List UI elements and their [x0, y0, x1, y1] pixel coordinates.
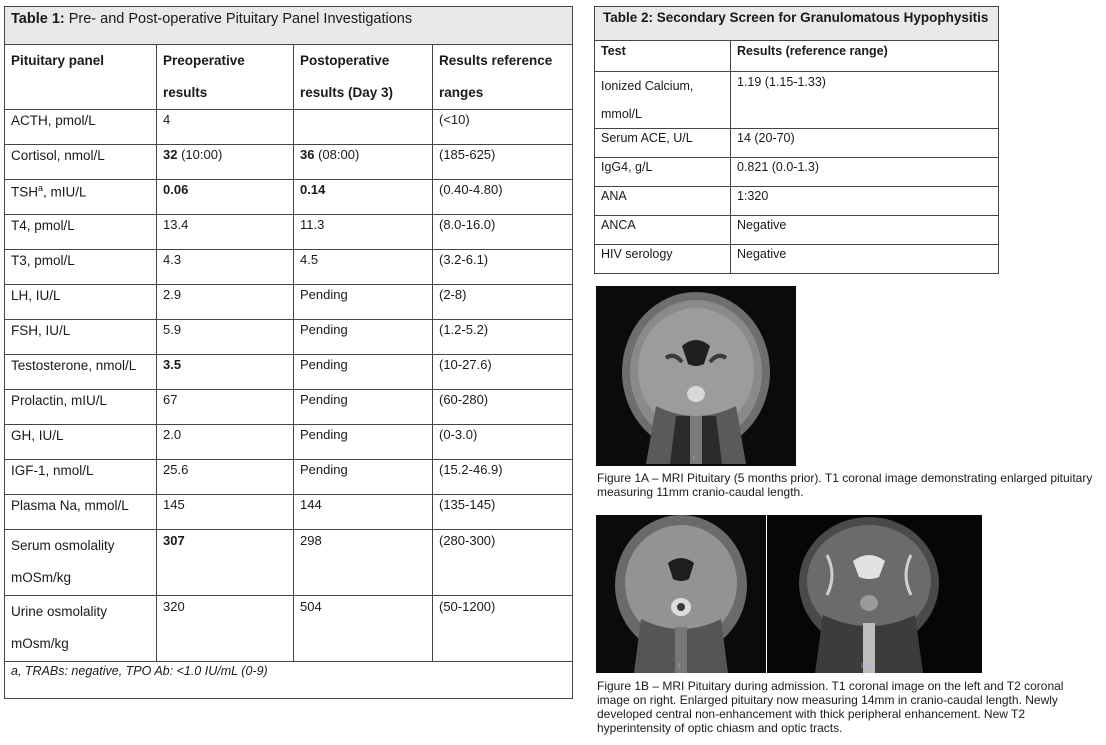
- preoperative-value-cell: [157, 250, 294, 285]
- preoperative-value-cell: [157, 425, 294, 460]
- preoperative-value: 4: [163, 112, 171, 127]
- postoperative-value-cell: [294, 460, 433, 495]
- postoperative-value-cell: [294, 530, 433, 596]
- postoperative-value: 298: [300, 533, 322, 548]
- panel-name: FSH, IU/L: [5, 320, 157, 355]
- preoperative-value-cell: [157, 215, 294, 250]
- preoperative-value-cell: [157, 145, 294, 180]
- figure-1a-caption: Figure 1A – MRI Pituitary (5 months prior). T1 coronal image demonstrating enlarged pituitary measuring 11mm cranio-caudal length.: [597, 471, 1093, 499]
- reference-range: (3.2-6.1): [433, 250, 573, 285]
- test-result: Negative: [731, 245, 999, 274]
- preoperative-value: 67: [163, 392, 178, 407]
- reference-range: (280-300): [433, 530, 573, 596]
- panel-name-cell: [5, 180, 157, 215]
- postoperative-value-cell: [294, 596, 433, 662]
- panel-name: Serum osmolality mOSm/kg: [5, 530, 157, 596]
- table-1-row: [5, 355, 573, 390]
- figure-1b-right-image-label: IP: [861, 663, 868, 670]
- postoperative-value-cell: [294, 355, 433, 390]
- table-1-row: [5, 215, 573, 250]
- mri-figure-1b-t1-image: [596, 515, 766, 673]
- table-2-body: [595, 72, 999, 274]
- preoperative-value-cell: [157, 285, 294, 320]
- postoperative-value-cell: [294, 285, 433, 320]
- postoperative-value: (08:00): [314, 147, 360, 162]
- mri-coronal-t1-admission-illustration: [596, 515, 766, 673]
- table-1-row: [5, 145, 573, 180]
- table-1-row: [5, 390, 573, 425]
- table-1-caption-prefix: Table 1:: [11, 11, 65, 27]
- figure-1a-image-label: I: [693, 456, 695, 463]
- postoperative-value: 504: [300, 599, 322, 614]
- header-pituitary-panel: Pituitary panel: [5, 45, 157, 110]
- table-1-caption-text: Pre- and Post-operative Pituitary Panel Investigations: [64, 11, 413, 27]
- table-1-row: [5, 530, 573, 596]
- preoperative-value-cell: [157, 596, 294, 662]
- reference-range: (<10): [433, 110, 573, 145]
- header-test: Test: [595, 41, 731, 72]
- table-2-row: [595, 216, 999, 245]
- figure-1b-caption: Figure 1B – MRI Pituitary during admission. T1 coronal image on the left and T2 coronal image on right. Enlarged pituitary now measuring 14mm in cranio-caudal length. Newly developed central non-enhancement with thick peripheral enhancement. New T2 hyperintensity of optic chiasm and optic tracts.: [597, 679, 1064, 735]
- table-1-footnote: a, TRABs: negative, TPO Ab: <1.0 IU/mL (0-9): [5, 662, 573, 699]
- panel-name: ACTH, pmol/L: [5, 110, 157, 145]
- postoperative-value: Pending: [300, 357, 348, 372]
- panel-name: Plasma Na, mmol/L: [5, 495, 157, 530]
- reference-range: (2-8): [433, 285, 573, 320]
- test-result: 1:320: [731, 187, 999, 216]
- header-results: Results (reference range): [731, 41, 999, 72]
- panel-name: Cortisol, nmol/L: [5, 145, 157, 180]
- postoperative-value-cell: [294, 495, 433, 530]
- preoperative-value: 4.3: [163, 252, 182, 267]
- postoperative-value: Pending: [300, 322, 348, 337]
- table-1-row: [5, 180, 573, 215]
- table-1-row: [5, 495, 573, 530]
- panel-name-unit: , mIU/L: [43, 184, 87, 200]
- reference-range: (8.0-16.0): [433, 215, 573, 250]
- reference-range: (0-3.0): [433, 425, 573, 460]
- preoperative-value: 320: [163, 599, 185, 614]
- postoperative-value-cell: [294, 180, 433, 215]
- table-1-row: [5, 460, 573, 495]
- preoperative-value: 13.4: [163, 217, 189, 232]
- postoperative-value: Pending: [300, 392, 348, 407]
- table-2-row: [595, 72, 999, 129]
- table-2: [594, 6, 999, 274]
- table-1-row: [5, 285, 573, 320]
- postoperative-value-cell: [294, 320, 433, 355]
- table-1-header-row: [5, 45, 573, 110]
- reference-range: (185-625): [433, 145, 573, 180]
- table-1: [4, 6, 573, 699]
- panel-name: TSH: [11, 184, 38, 200]
- postoperative-abnormal-value: 0.14: [300, 182, 326, 197]
- panel-name-footnote-marker: a: [38, 183, 44, 193]
- mri-figure-1b-t2-image: [767, 515, 982, 673]
- header-preoperative: Preoperative results: [157, 45, 294, 110]
- test-name: Serum ACE, U/L: [595, 129, 731, 158]
- reference-range: (135-145): [433, 495, 573, 530]
- preoperative-value-cell: [157, 460, 294, 495]
- postoperative-value-cell: [294, 145, 433, 180]
- header-postoperative: Postoperative results (Day 3): [294, 45, 433, 110]
- preoperative-abnormal-value: 0.06: [163, 182, 189, 197]
- mri-figure-1a-image: [596, 286, 796, 466]
- test-name: ANCA: [595, 216, 731, 245]
- reference-range: (10-27.6): [433, 355, 573, 390]
- test-result: Negative: [731, 216, 999, 245]
- table-1-row: [5, 250, 573, 285]
- preoperative-value: 2.0: [163, 427, 182, 442]
- panel-name: Testosterone, nmol/L: [5, 355, 157, 390]
- table-1-row: [5, 596, 573, 662]
- preoperative-value-cell: [157, 180, 294, 215]
- preoperative-value-cell: [157, 110, 294, 145]
- postoperative-abnormal-value: 36: [300, 147, 315, 162]
- table-1-row: [5, 320, 573, 355]
- reference-range: (0.40-4.80): [433, 180, 573, 215]
- header-reference-ranges: Results reference ranges: [433, 45, 573, 110]
- preoperative-value-cell: [157, 495, 294, 530]
- preoperative-value: 25.6: [163, 462, 189, 477]
- test-name: IgG4, g/L: [595, 158, 731, 187]
- table-1-row: [5, 110, 573, 145]
- reference-range: (60-280): [433, 390, 573, 425]
- table-1-row: [5, 425, 573, 460]
- table-2-row: [595, 129, 999, 158]
- postoperative-value: Pending: [300, 462, 348, 477]
- table-2-row: [595, 158, 999, 187]
- mri-coronal-t2-admission-illustration: [767, 515, 982, 673]
- panel-name: GH, IU/L: [5, 425, 157, 460]
- table-2-header-row: [595, 41, 999, 72]
- postoperative-value-cell: [294, 390, 433, 425]
- postoperative-value: Pending: [300, 287, 348, 302]
- preoperative-abnormal-value: 3.5: [163, 357, 182, 372]
- panel-name: T4, pmol/L: [5, 215, 157, 250]
- reference-range: (15.2-46.9): [433, 460, 573, 495]
- test-result: 14 (20-70): [731, 129, 999, 158]
- preoperative-value-cell: [157, 320, 294, 355]
- table-1-caption: [5, 7, 573, 45]
- table-1-body: [5, 110, 573, 662]
- test-name: Ionized Calcium, mmol/L: [595, 72, 731, 129]
- preoperative-abnormal-value: 32: [163, 147, 178, 162]
- preoperative-value: (10:00): [177, 147, 223, 162]
- postoperative-value-cell: [294, 110, 433, 145]
- postoperative-value: Pending: [300, 427, 348, 442]
- reference-range: (50-1200): [433, 596, 573, 662]
- postoperative-value-cell: [294, 215, 433, 250]
- table-2-row: [595, 245, 999, 274]
- preoperative-value-cell: [157, 355, 294, 390]
- panel-name: IGF-1, nmol/L: [5, 460, 157, 495]
- preoperative-abnormal-value: 307: [163, 533, 185, 548]
- preoperative-value-cell: [157, 390, 294, 425]
- panel-name: Urine osmolality mOsm/kg: [5, 596, 157, 662]
- table-2-caption: Table 2: Secondary Screen for Granulomatous Hypophysitis: [595, 7, 999, 41]
- panel-name: T3, pmol/L: [5, 250, 157, 285]
- table-2-row: [595, 187, 999, 216]
- postoperative-value: 4.5: [300, 252, 319, 267]
- test-result: 1.19 (1.15-1.33): [731, 72, 999, 129]
- reference-range: (1.2-5.2): [433, 320, 573, 355]
- preoperative-value: 2.9: [163, 287, 182, 302]
- test-name: ANA: [595, 187, 731, 216]
- preoperative-value: 145: [163, 497, 185, 512]
- test-result: 0.821 (0.0-1.3): [731, 158, 999, 187]
- panel-name: Prolactin, mIU/L: [5, 390, 157, 425]
- test-name: HIV serology: [595, 245, 731, 274]
- figure-1b-left-image-label: I: [678, 663, 680, 670]
- preoperative-value: 5.9: [163, 322, 182, 337]
- postoperative-value-cell: [294, 425, 433, 460]
- postoperative-value: 11.3: [300, 217, 325, 232]
- postoperative-value: 144: [300, 497, 322, 512]
- panel-name: LH, IU/L: [5, 285, 157, 320]
- postoperative-value-cell: [294, 250, 433, 285]
- mri-coronal-t1-illustration: [596, 286, 796, 466]
- preoperative-value-cell: [157, 530, 294, 596]
